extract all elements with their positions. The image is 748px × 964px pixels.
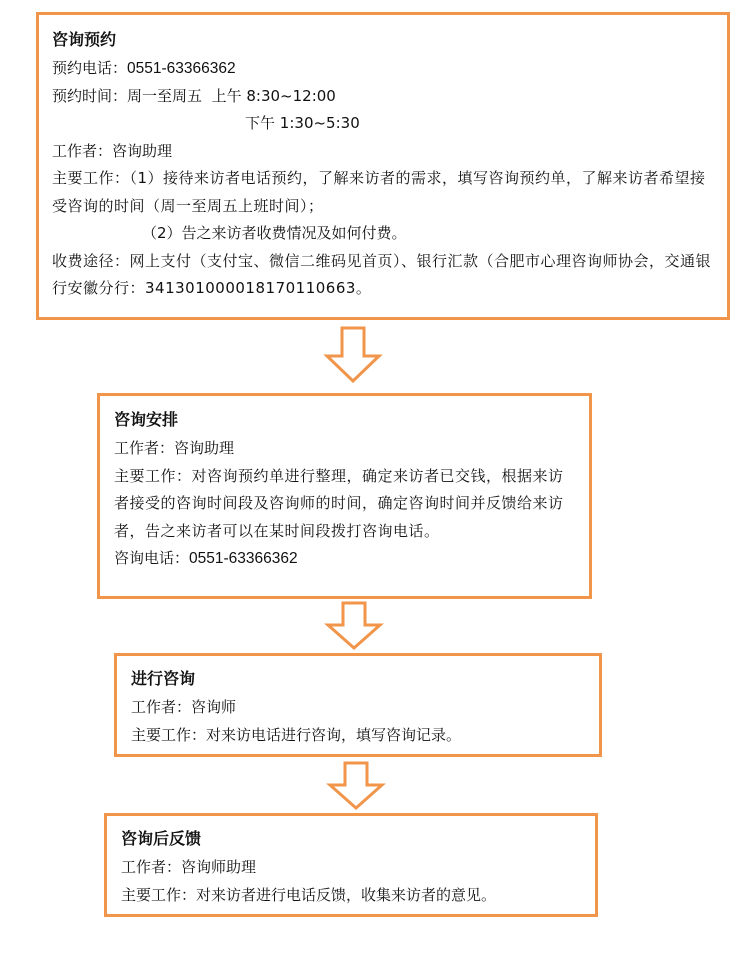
down-arrow-icon (324, 601, 384, 651)
step-box-arrangement (97, 393, 592, 599)
down-arrow-icon (323, 326, 383, 384)
step-box-consultation (114, 653, 602, 757)
phone-label: 咨询电话： (114, 549, 190, 567)
worker-text: 工作者：咨询助理 (52, 141, 173, 160)
task-text-1: 主要工作：（1）接待来访者电话预约，了解来访者的需求，填写咨询预约单，了解来访者希望接受咨询的时间（周一至周五上班时间）； (52, 169, 706, 215)
down-arrow-icon (326, 761, 386, 811)
phone-label: 预约电话： (52, 59, 128, 77)
payment-text: 收费途径：网上支付（支付宝、微信二维码见首页）、银行汇款（合肥市心理咨询师协会，交通银行安徽分行：341301000018170110663。 (52, 251, 712, 297)
time-pm-label: 下午 (245, 114, 276, 132)
phone-row (114, 545, 589, 573)
time-row (52, 83, 727, 111)
time-am-label: 上午 (211, 86, 242, 105)
phone-row (52, 55, 727, 83)
time-pm-value: 1:30~5:30 (279, 114, 360, 132)
worker-text: 工作者：咨询助理 (114, 439, 235, 457)
worker-text: 工作者：咨询师 (131, 698, 237, 716)
step-title: 咨询后反馈 (121, 829, 202, 848)
time-label: 预约时间： (52, 86, 128, 105)
task-text-2: （2）告之来访者收费情况及如何付费。 (142, 224, 407, 242)
step-box-appointment (36, 12, 730, 320)
step-title: 咨询预约 (52, 30, 117, 49)
task-text: 主要工作：对来访者进行电话反馈，收集来访者的意见。 (121, 885, 497, 904)
task-text: 主要工作：对来访电话进行咨询，填写咨询记录。 (131, 725, 462, 744)
step-title: 咨询安排 (114, 410, 179, 429)
task-text: 主要工作：对咨询预约单进行整理，确定来访者已交钱，根据来访者接受的咨询时间段及咨询师的时间，确定咨询时间并反馈给来访者，告之来访者可以在某时间段拨打咨询电话。 (114, 466, 564, 540)
time-pm-row (52, 110, 727, 138)
time-am-value: 8:30~12:00 (246, 86, 336, 105)
step-box-feedback (104, 813, 598, 917)
time-days: 周一至周五 (127, 86, 203, 105)
phone-value: 0551-63366362 (189, 550, 298, 567)
step-title: 进行咨询 (131, 669, 196, 688)
worker-text: 工作者：咨询师助理 (121, 858, 257, 876)
phone-value: 0551-63366362 (127, 60, 236, 77)
